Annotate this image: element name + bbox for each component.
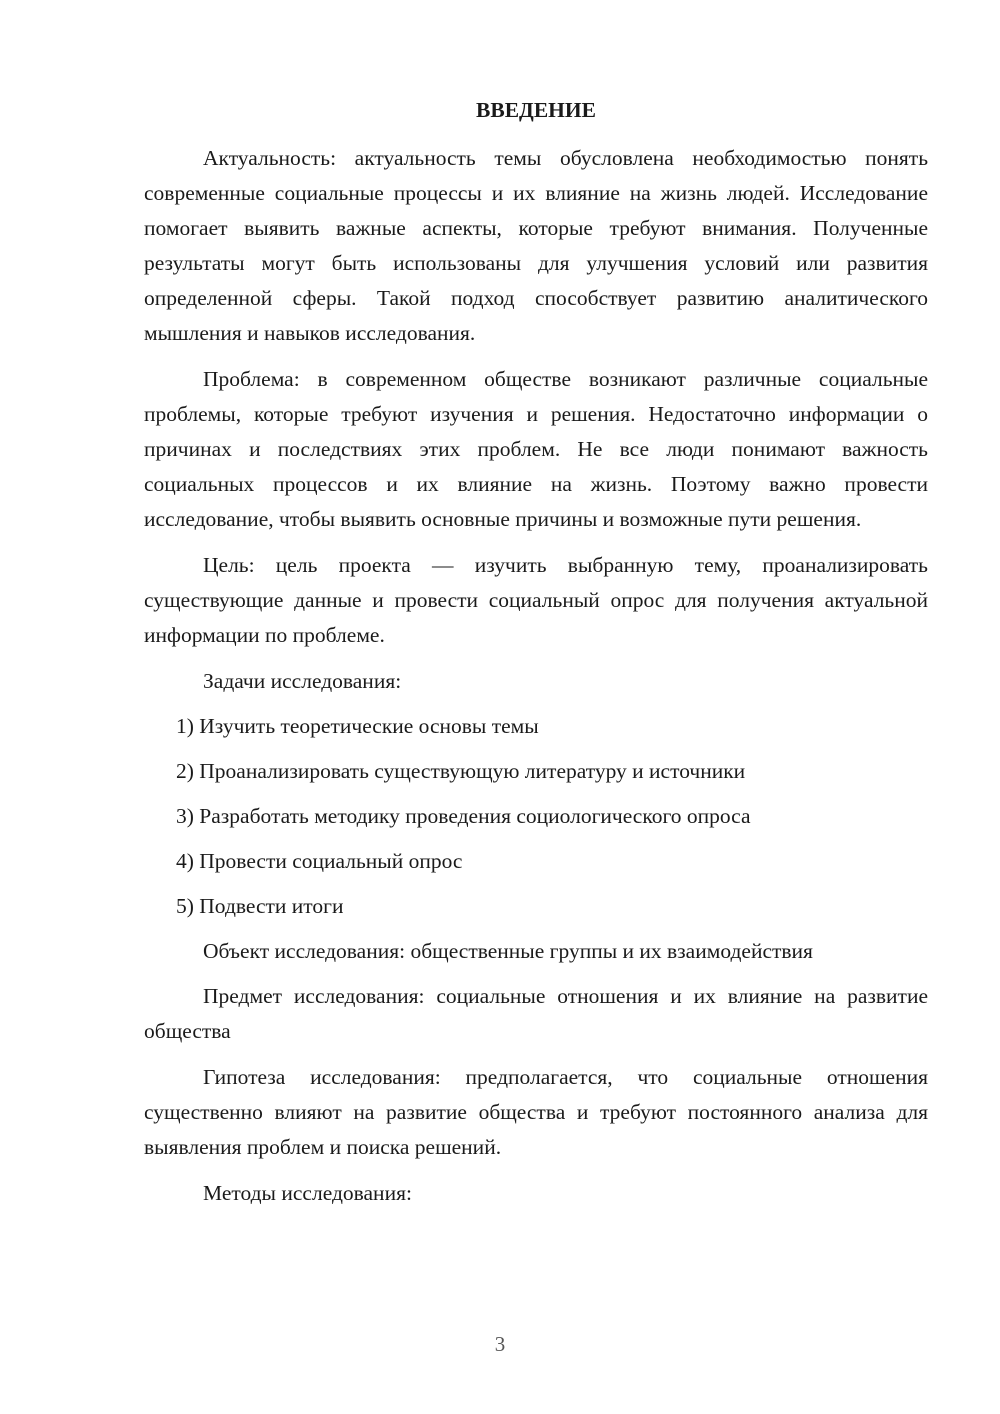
task-item-1: 1) Изучить теоретические основы темы bbox=[176, 714, 539, 738]
task-item-5: 5) Подвести итоги bbox=[176, 894, 344, 918]
object-paragraph: Объект исследования: общественные группы и их взаимодействия bbox=[203, 939, 813, 963]
problem-paragraph: Проблема: в современном обществе возникают различные социальные проблемы, которые требуют изучения и решения. Недостаточно информации о причинах и последствиях этих проблем. Не все люди понимают важность социальных процессов и их влияние на жизнь. Поэтому важно провести исследование, чтобы выявить основные причины и возможные пути решения. bbox=[144, 367, 928, 531]
task-item-2: 2) Проанализировать существующую литературу и источники bbox=[176, 759, 746, 783]
methods-heading: Методы исследования: bbox=[203, 1181, 412, 1205]
relevance-paragraph: Актуальность: актуальность темы обусловлена необходимостью понять современные социальные процессы и их влияние на жизнь людей. Исследование помогает выявить важные аспекты, которые требуют внимания. Полученные результаты могут быть использованы для улучшения условий или развития определенной сферы. Такой подход способствует развитию аналитического мышления и навыков исследования. bbox=[144, 146, 928, 345]
section-title: ВВЕДЕНИЕ bbox=[476, 98, 596, 122]
task-item-3: 3) Разработать методику проведения социологического опроса bbox=[176, 804, 751, 828]
task-item-4: 4) Провести социальный опрос bbox=[176, 849, 463, 873]
page-number: 3 bbox=[494, 1332, 506, 1356]
hypothesis-paragraph: Гипотеза исследования: предполагается, что социальные отношения существенно влияют на развитие общества и требуют постоянного анализа для выявления проблем и поиска решений. bbox=[144, 1065, 928, 1159]
goal-paragraph: Цель: цель проекта — изучить выбранную тему, проанализировать существующие данные и провести социальный опрос для получения актуальной информации по проблеме. bbox=[144, 553, 928, 647]
document-page bbox=[144, 95, 928, 1221]
tasks-heading: Задачи исследования: bbox=[203, 669, 402, 693]
subject-paragraph: Предмет исследования: социальные отношения и их влияние на развитие общества bbox=[144, 984, 928, 1043]
